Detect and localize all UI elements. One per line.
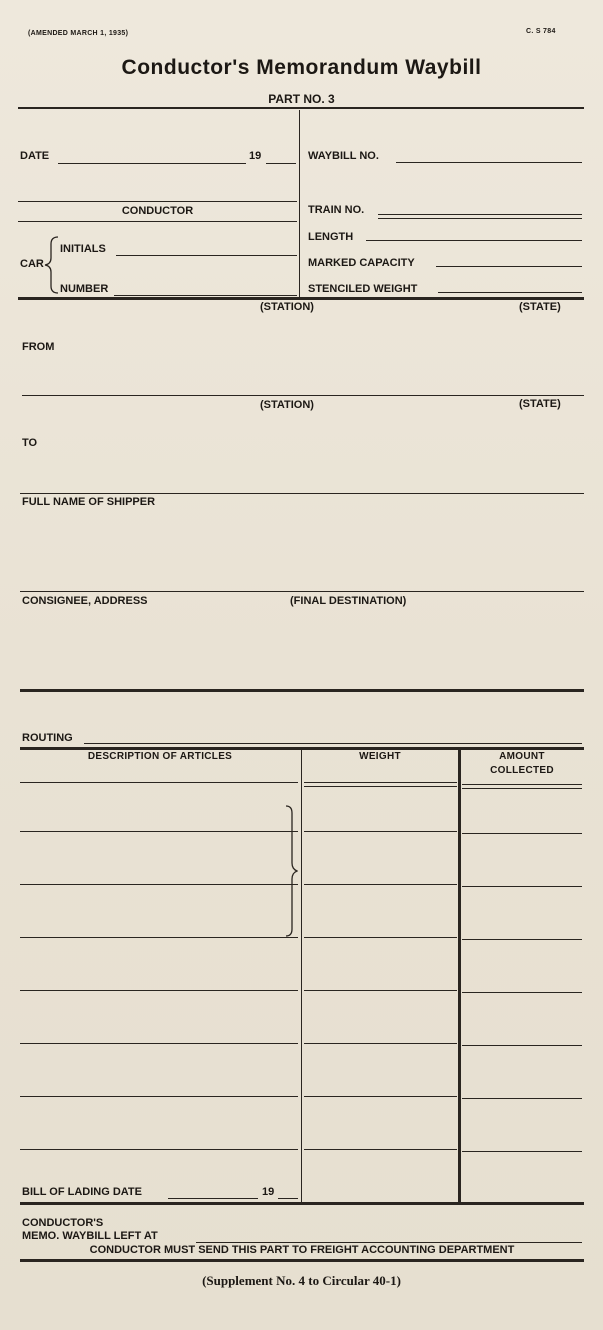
bill-of-lading-label: BILL OF LADING DATE (22, 1186, 142, 1198)
train-no-label: TRAIN NO. (308, 204, 365, 216)
part-number: PART NO. 3 (268, 92, 335, 106)
description-header: DESCRIPTION OF ARTICLES (87, 751, 233, 762)
train-no-field[interactable] (378, 214, 582, 215)
description-row[interactable] (20, 1043, 298, 1044)
date-field[interactable] (58, 163, 246, 164)
footer-rule (20, 1259, 584, 1262)
waybill-no-field[interactable] (396, 162, 582, 163)
amount-row[interactable] (462, 886, 582, 887)
from-station-label: (STATION) (260, 301, 314, 313)
amount-row[interactable] (462, 1151, 582, 1152)
date-label: DATE (20, 150, 50, 162)
weight-row[interactable] (304, 831, 457, 832)
description-row[interactable] (20, 990, 298, 991)
description-brace-icon (284, 805, 298, 937)
supplement-note: (Supplement No. 4 to Circular 40-1) (202, 1273, 401, 1288)
length-field[interactable] (366, 240, 582, 241)
routing-rule (20, 747, 584, 750)
memo-left-label: MEMO. WAYBILL LEFT AT (22, 1230, 158, 1242)
description-row[interactable] (20, 1096, 298, 1097)
consignee-field[interactable] (20, 689, 584, 692)
conductor-rule (18, 221, 297, 222)
bill-of-lading-year-prefix: 19 (262, 1186, 275, 1198)
waybill-no-label: WAYBILL NO. (308, 150, 379, 162)
description-header-rule (20, 782, 298, 783)
car-initials-field[interactable] (116, 255, 297, 256)
final-destination-label: (FINAL DESTINATION) (290, 595, 407, 607)
weight-row[interactable] (304, 884, 457, 885)
from-label: FROM (22, 341, 55, 353)
weight-column-line (301, 750, 302, 1203)
to-label: TO (22, 437, 38, 449)
conductor-label: CONDUCTOR (121, 205, 194, 217)
initials-label: INITIALS (60, 243, 106, 255)
collected-header: COLLECTED (490, 765, 554, 776)
number-label: NUMBER (60, 283, 109, 295)
description-row[interactable] (20, 1149, 298, 1150)
car-brace-icon (43, 236, 59, 294)
date-year-prefix: 19 (249, 150, 262, 162)
form-title: Conductor's Memorandum Waybill (121, 56, 482, 79)
amount-row[interactable] (462, 833, 582, 834)
consignee-label: CONSIGNEE, ADDRESS (22, 595, 148, 607)
shipper-field[interactable] (20, 591, 584, 592)
bill-of-lading-date-field[interactable] (168, 1198, 258, 1199)
weight-row[interactable] (304, 990, 457, 991)
amount-column-line (458, 750, 461, 1203)
freight-instruction: CONDUCTOR MUST SEND THIS PART TO FREIGHT ACCOUNTING DEPARTMENT (89, 1244, 515, 1256)
to-station-label: (STATION) (260, 399, 314, 411)
form-code: C. S 784 (526, 28, 556, 35)
description-row[interactable] (20, 884, 298, 885)
weight-header-rule (304, 782, 457, 783)
weight-row[interactable] (304, 1149, 457, 1150)
amount-row[interactable] (462, 939, 582, 940)
train-no-double-rule (378, 218, 582, 219)
stenciled-weight-label: STENCILED WEIGHT (308, 283, 418, 295)
conductors-label: CONDUCTOR'S (22, 1217, 104, 1229)
length-label: LENGTH (308, 231, 354, 243)
car-number-field[interactable] (114, 295, 297, 296)
amount-header: AMOUNT (499, 751, 545, 762)
shipper-label: FULL NAME OF SHIPPER (22, 496, 156, 508)
amount-header-rule (462, 784, 582, 785)
marked-capacity-field[interactable] (436, 266, 582, 267)
amount-header-double-rule (462, 788, 582, 789)
from-state-label: (STATE) (519, 301, 561, 313)
amended-note: (AMENDED MARCH 1, 1935) (28, 30, 129, 37)
from-field[interactable] (22, 395, 584, 396)
routing-label: ROUTING (22, 732, 73, 744)
table-bottom-rule (20, 1202, 584, 1205)
bill-of-lading-year-field[interactable] (278, 1198, 298, 1199)
conductor-field[interactable] (18, 201, 297, 202)
weight-row[interactable] (304, 1043, 457, 1044)
top-section-divider (299, 110, 300, 298)
to-field[interactable] (20, 493, 584, 494)
to-state-label: (STATE) (519, 398, 561, 410)
routing-field[interactable] (84, 743, 582, 744)
weight-row[interactable] (304, 1096, 457, 1097)
date-year-field[interactable] (266, 163, 296, 164)
header-rule (18, 107, 584, 109)
marked-capacity-label: MARKED CAPACITY (308, 257, 415, 269)
top-section-rule (18, 297, 584, 300)
amount-row[interactable] (462, 1045, 582, 1046)
stenciled-weight-field[interactable] (438, 292, 582, 293)
description-row[interactable] (20, 831, 298, 832)
memo-left-at-field[interactable] (196, 1242, 582, 1243)
weight-header-double-rule (304, 786, 457, 787)
car-label: CAR (20, 258, 44, 270)
amount-row[interactable] (462, 1098, 582, 1099)
amount-row[interactable] (462, 992, 582, 993)
weight-header: WEIGHT (359, 751, 401, 762)
weight-row[interactable] (304, 937, 457, 938)
description-row[interactable] (20, 937, 298, 938)
